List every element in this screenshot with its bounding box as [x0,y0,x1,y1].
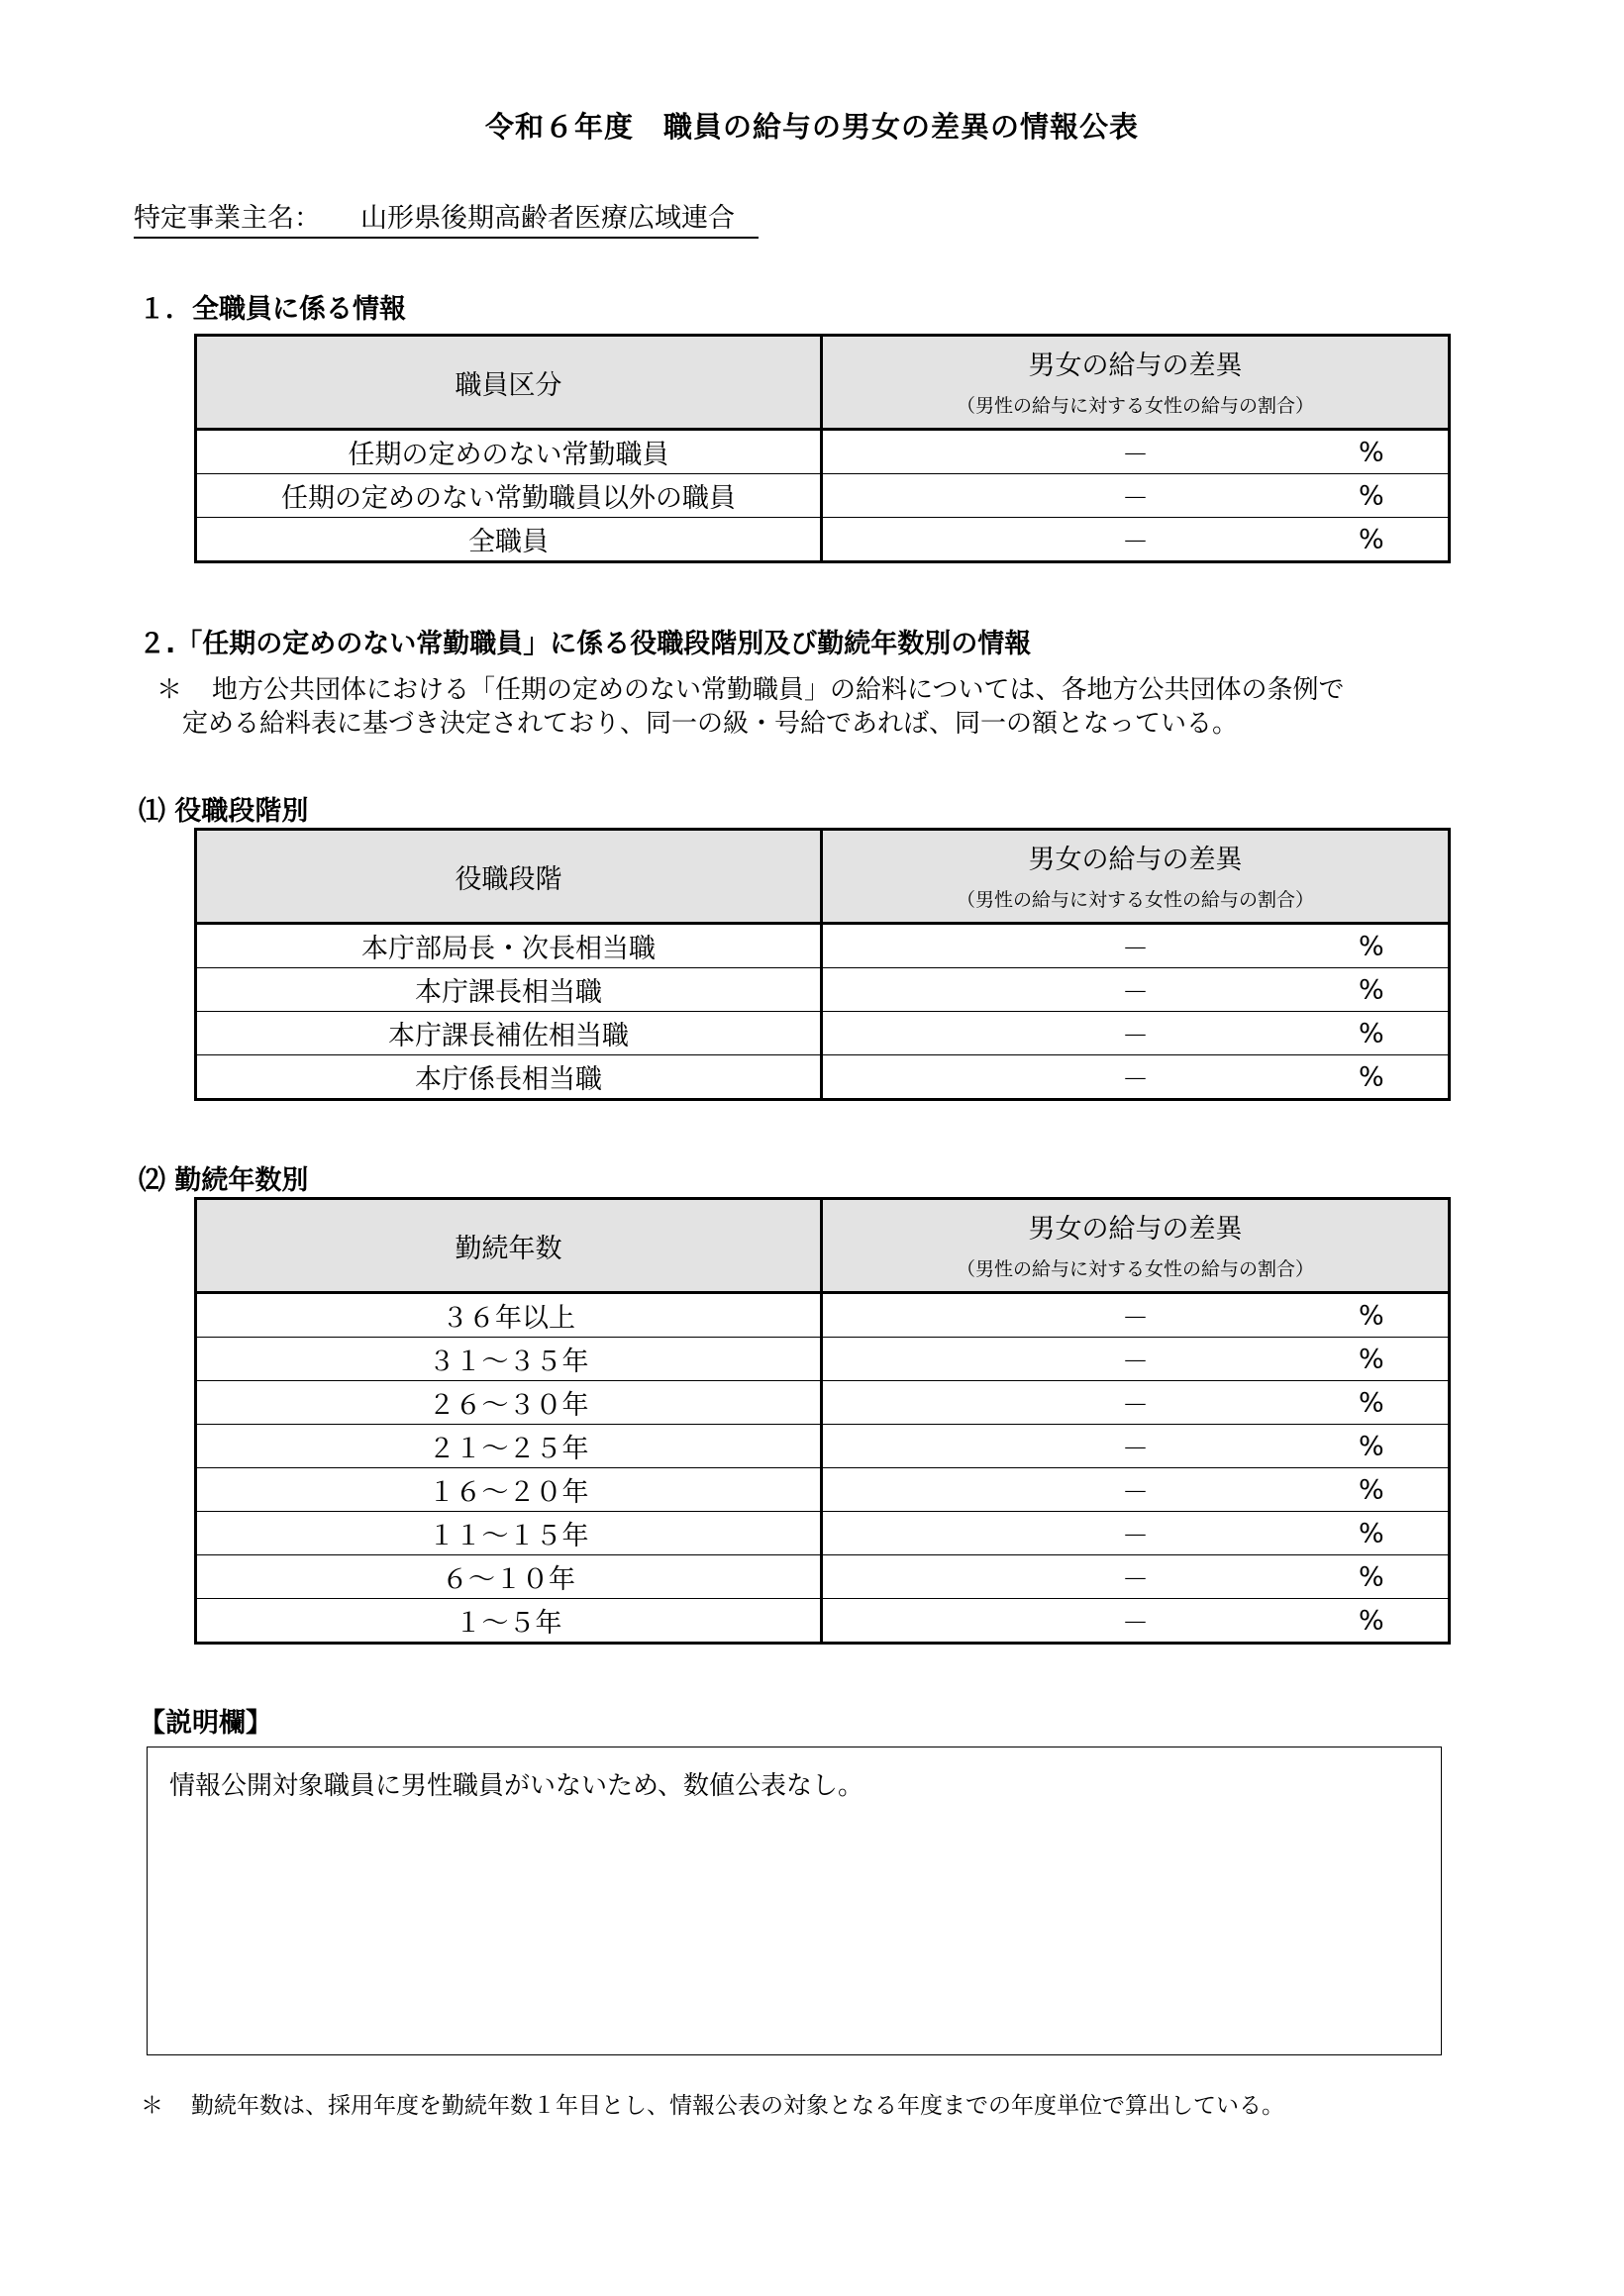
row-value-cell [822,518,1450,562]
row-label: ３６年以上 [196,1293,822,1338]
row-value-cell [822,968,1450,1012]
row-value-cell [822,1338,1450,1381]
row-value: － [1122,440,1149,470]
row-value: － [1122,1477,1149,1508]
row-value: － [1122,977,1149,1008]
row-value: － [1122,1347,1149,1377]
table-row [196,924,1450,968]
row-label: ６～１０年 [196,1555,822,1599]
sub1-col2-header [822,830,1450,924]
row-unit: % [1359,974,1384,1005]
sub2-col2-title: 男女の給与の差異 [1028,1214,1243,1245]
table-row [196,1293,1450,1338]
row-label: ２１～２５年 [196,1425,822,1468]
row-value: － [1122,1303,1149,1334]
sub2-col2-subtitle: （男性の給与に対する女性の給与の割合） [956,1258,1314,1280]
sub1-col2-title: 男女の給与の差異 [1028,845,1243,875]
sub1-col1-header: 役職段階 [196,830,822,924]
note-text-1: 地方公共団体における「任期の定めのない常勤職員」の給料については、各地方公共団体の条例で [212,675,1345,705]
row-label: １１～１５年 [196,1512,822,1555]
table-row [196,968,1450,1012]
section1-heading: １．全職員に係る情報 [139,294,406,325]
row-label: 本庁係長相当職 [196,1055,822,1100]
row-unit: % [1359,1605,1384,1636]
footnote-text: 勤続年数は、採用年度を勤続年数１年目とし、情報公表の対象となる年度までの年度単位で算出している。 [191,2093,1284,2119]
row-unit: % [1359,1344,1384,1374]
row-label: 本庁課長相当職 [196,968,822,1012]
explanation-box [147,1747,1442,2055]
row-unit: % [1359,1018,1384,1048]
row-value: － [1122,1521,1149,1551]
row-value-cell [822,1555,1450,1599]
row-label: 全職員 [196,518,822,562]
row-value-cell [822,430,1450,474]
sub1-col2-subtitle: （男性の給与に対する女性の給与の割合） [956,889,1314,911]
row-value: － [1122,1021,1149,1051]
row-value-cell [822,1599,1450,1644]
row-value-cell [822,924,1450,968]
row-unit: % [1359,931,1384,961]
section1-table [194,334,1451,563]
explanation-text: 情報公開対象職員に男性職員がいないため、数値公表なし。 [169,1771,863,1801]
row-value: － [1122,1608,1149,1639]
row-value-cell [822,1468,1450,1512]
employer-name: 山形県後期高齢者医療広域連合 [360,203,735,234]
row-unit: % [1359,437,1384,467]
row-value-cell [822,1381,1450,1425]
section1-col2-subtitle: （男性の給与に対する女性の給与の割合） [956,395,1314,417]
row-value: － [1122,934,1149,964]
row-unit: % [1359,1561,1384,1592]
row-unit: % [1359,480,1384,511]
row-unit: % [1359,1300,1384,1331]
row-label: 任期の定めのない常勤職員 [196,430,822,474]
explanation-heading: 【説明欄】 [139,1708,272,1739]
row-label: 本庁部局長・次長相当職 [196,924,822,968]
table-row [196,518,1450,562]
page-title: 令和６年度 職員の給与の男女の差異の情報公表 [484,110,1139,144]
row-value-cell [822,1425,1450,1468]
note-mark: ＊ [156,675,183,705]
sub2-heading: ⑵ 勤続年数別 [139,1165,309,1196]
footnote-mark: ＊ [141,2093,163,2119]
row-value-cell [822,1293,1450,1338]
section2-note-line2: 定める給料表に基づき決定されており、同一の級・号給であれば、同一の額となっている。 [182,709,1239,739]
row-unit: % [1359,1431,1384,1461]
row-value-cell [822,1055,1450,1100]
row-value: － [1122,1390,1149,1421]
employer-label: 特定事業主名： [134,203,321,234]
table-row [196,1338,1450,1381]
table-row [196,1599,1450,1644]
table-row [196,1055,1450,1100]
row-label: 任期の定めのない常勤職員以外の職員 [196,474,822,518]
employer-line [134,196,759,239]
row-label: ３１～３５年 [196,1338,822,1381]
table-row [196,1555,1450,1599]
sub2-table [194,1197,1451,1645]
sub1-heading: ⑴ 役職段階別 [139,796,309,827]
row-value-cell [822,474,1450,518]
table-row [196,474,1450,518]
table-row [196,1425,1450,1468]
sub2-col2-header [822,1199,1450,1293]
row-label: １６～２０年 [196,1468,822,1512]
row-label: ２６～３０年 [196,1381,822,1425]
table-row [196,1512,1450,1555]
row-value-cell [822,1012,1450,1055]
row-value: － [1122,527,1149,557]
row-label: 本庁課長補佐相当職 [196,1012,822,1055]
sub2-col1-header: 勤続年数 [196,1199,822,1293]
row-unit: % [1359,1387,1384,1418]
row-unit: % [1359,524,1384,554]
section1-col2-header [822,336,1450,430]
row-value-cell [822,1512,1450,1555]
row-unit: % [1359,1518,1384,1548]
row-unit: % [1359,1061,1384,1092]
row-value: － [1122,1564,1149,1595]
section2-heading: ２.「任期の定めのない常勤職員」に係る役職段階別及び勤続年数別の情報 [139,629,1032,659]
row-label: １～５年 [196,1599,822,1644]
section1-col2-title: 男女の給与の差異 [1028,350,1243,381]
table-row [196,1468,1450,1512]
row-value: － [1122,483,1149,514]
row-value: － [1122,1434,1149,1464]
table-row [196,1381,1450,1425]
table-row [196,1012,1450,1055]
row-value: － [1122,1064,1149,1095]
sub1-table [194,828,1451,1101]
section1-col1-header: 職員区分 [196,336,822,430]
footnote [141,2087,1284,2120]
table-row [196,430,1450,474]
row-unit: % [1359,1474,1384,1505]
